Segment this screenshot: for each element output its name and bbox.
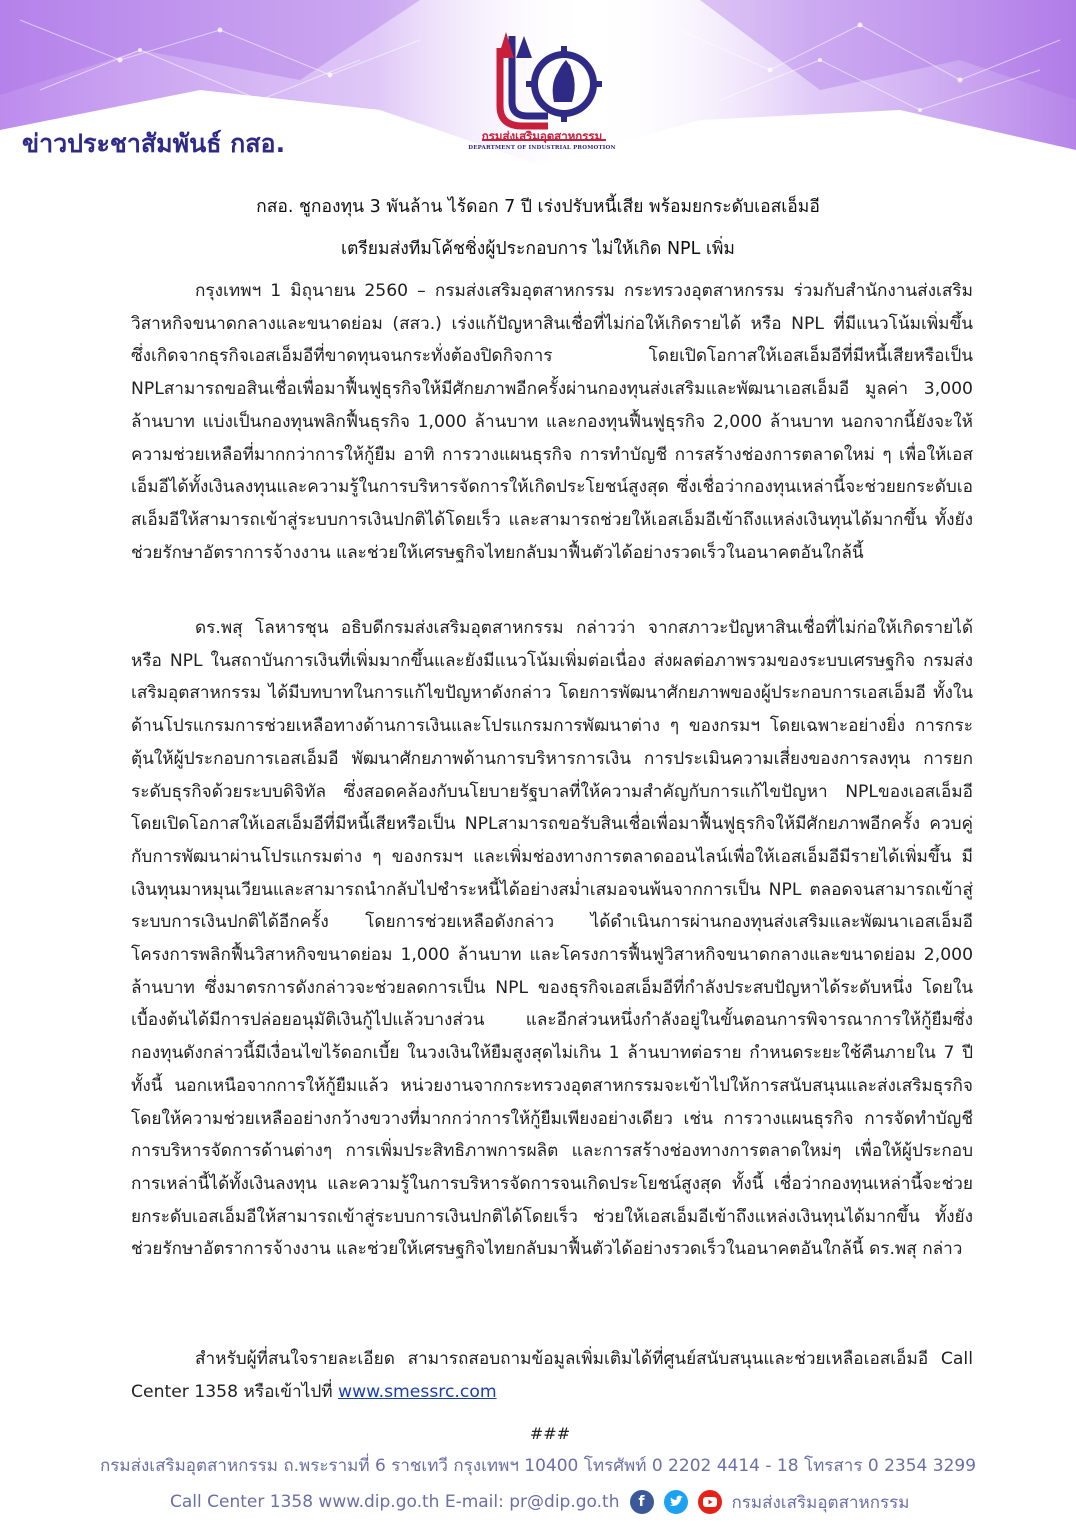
smessrc-link[interactable]: www.smessrc.com bbox=[338, 1381, 497, 1402]
paragraph-2-text: ดร.พสุ โลหารชุน อธิบดีกรมส่งเสริมอุตสาหกรรม กล่าวว่า จากสภาวะปัญหาสินเชื่อที่ไม่ก่อให้เกิดรายได้หรือ NPL ในสถาบันการเงินที่เพิ่มมากขึ้นและยังมีแนวโน้มเพิ่มต่อเนื่อง ส่งผลต่อภาพรวมของระบบเศรษฐกิจ กรมส่งเสริมอุตสาหกรรม ได้มีบทบาทในการแก้ไขปัญหาดังกล่าว โดยการพัฒนาศักยภาพของผู้ประกอบการเอสเอ็มอี ทั้งในด้านโปรแกรมการช่วยเหลือทางด้านการเงินและโปรแกรมการพัฒนาต่าง ๆ ของกรมฯ โดยเฉพาะอย่างยิ่ง การกระตุ้นให้ผู้ประกอบการเอสเอ็มอี พัฒนาศักยภาพด้านการบริหารการเงิน การประเมินความเสี่ยงของการลงทุน การยกระดับธุรกิจด้วยระบบดิจิทัล ซึ่งสอดคล้องกับนโยบายรัฐบาลที่ให้ความสำคัญกับการแก้ไขปัญหา NPLของเอสเอ็มอี โดยเปิดโอกาสให้เอสเอ็มอีที่มีหนี้เสียหรือเป็น NPLสามารถขอรับสินเชื่อเพื่อมาฟื้นฟูธุรกิจให้มีศักยภาพอีกครั้ง ควบคู่กับการพัฒนาผ่านโปรแกรมต่าง ๆ ของกรมฯ และเพิ่มช่องทางการตลาดออนไลน์เพื่อให้เอสเอ็มอีมีรายได้เพิ่มขึ้น มีเงินทุนมาหมุนเวียนและสามารถนำกลับไปชำระหนี้ได้อย่างสม่ำเสมอจนพ้นจากการเป็น NPL ตลอดจนสามารถเข้าสู่ระบบการเงินปกติได้อีกครั้ง โดยการช่วยเหลือดังกล่าว ได้ดำเนินการผ่านกองทุนส่งเสริมและพัฒนาเอสเอ็มอี โครงการพลิกฟื้นวิสาหกิจขนาดย่อม 1,000 ล้านบาท และโครงการฟื้นฟูวิสาหกิจขนาดกลางและขนาดย่อม 2,000 ล้านบาท ซึ่งมาตรการดังกล่าวจะช่วยลดการเป็น NPL ของธุรกิจเอสเอ็มอีที่กำลังประสบปัญหาได้ระดับหนึ่ง โดยในเบื้องต้นได้มีการปล่อยอนุมัติเงินกู้ไปแล้วบางส่วน และอีกส่วนหนึ่งกำลังอยู่ในขั้นตอนการพิจารณาการให้กู้ยืมซึ่งกองทุนดังกล่าวนี้มีเงื่อนไขไร้ดอกเบี้ย ในวงเงินให้ยืมสูงสุดไม่เกิน 1 ล้านบาทต่อราย กำหนดระยะใช้คืนภายใน 7 ปี ทั้งนี้ นอกเหนือจากการให้กู้ยืมแล้ว หน่วยงานจากกระทรวงอุตสาหกรรมจะเข้าไปให้การสนับสนุนและส่งเสริมธุรกิจ โดยให้ความช่วยเหลืออย่างกว้างขวางที่มากกว่าการให้กู้ยืมเพียงอย่างเดียว เช่น การวางแผนธุรกิจ การจัดทำบัญชี การบริหารจัดการด้านต่างๆ การเพิ่มประสิทธิภาพการผลิต และการสร้างช่องทางการตลาดใหม่ๆ เพื่อให้ผู้ประกอบการเหล่านี้ได้ทั้งเงินลงทุน และความรู้ในการบริหารจัดการจนเกิดประโยชน์สูงสุด ทั้งนี้ เชื่อว่ากองทุนเหล่านี้จะช่วยยกระดับเอสเอ็มอีให้สามารถเข้าสู่ระบบการเงินปกติได้โดยเร็ว ช่วยให้เอสเอ็มอีเข้าถึงแหล่งเงินทุนได้มากขึ้น ทั้งยังช่วยรักษาอัตราการจ้างงาน และช่วยให้เศรษฐกิจไทยกลับมาฟื้นตัวได้อย่างรวดเร็วในอนาคตอันใกล้นี้ ดร.พสุ กล่าว bbox=[131, 618, 973, 1260]
footer-address: กรมส่งเสริมอุตสาหกรรม ถ.พระรามที่ 6 ราชเทวี กรุงเทพฯ 10400 โทรศัพท์ 0 2202 4414 - 18 โทรสาร 0 2354 3299 bbox=[99, 1456, 977, 1476]
paragraph-1-text: กรุงเทพฯ 1 มิถุนายน 2560 – กรมส่งเสริมอุตสาหกรรม กระทรวงอุตสาหกรรม ร่วมกับสำนักงานส่งเสริมวิสาหกิจขนาดกลางและขนาดย่อม (สสว.) เร่งแก้ปัญหาสินเชื่อที่ไม่ก่อให้เกิดรายได้ หรือ NPL ที่มีแนวโน้มเพิ่มขึ้น ซึ่งเกิดจากธุรกิจเอสเอ็มอีที่ขาดทุนจนกระทั่งต้องปิดกิจการ โดยเปิดโอกาสให้เอสเอ็มอีที่มีหนี้เสียหรือเป็น NPLสามารถขอสินเชื่อเพื่อมาฟื้นฟูธุรกิจให้มีศักยภาพอีกครั้งผ่านกองทุนส่งเสริมและพัฒนาเอสเอ็มอี มูลค่า 3,000 ล้านบาท แบ่งเป็นกองทุนพลิกฟื้นธุรกิจ 1,000 ล้านบาท และกองทุนฟื้นฟูธุรกิจ 2,000 ล้านบาท นอกจากนี้ยังจะให้ความช่วยเหลือที่มากกว่าการให้กู้ยืม อาทิ การวางแผนธุรกิจ การทำบัญชี การสร้างช่องการตลาดใหม่ ๆ เพื่อให้เอสเอ็มอีได้ทั้งเงินลงทุนและความรู้ในการบริหารจัดการให้เกิดประโยชน์สูงสุด ซึ่งเชื่อว่ากองทุนเหล่านี้จะช่วยยกระดับเอสเอ็มอีให้สามารถเข้าสู่ระบบการเงินปกติได้โดยเร็ว และสามารถช่วยให้เอสเอ็มอีเข้าถึงแหล่งเงินทุนได้มากขึ้น ทั้งยังช่วยรักษาอัตราการจ้างงาน และช่วยให้เศรษฐกิจไทยกลับมาฟื้นตัวได้อย่างรวดเร็วในอนาคตอันใกล้นี้ bbox=[131, 281, 973, 563]
paragraph-3-text bbox=[131, 1343, 973, 1408]
twitter-icon[interactable] bbox=[664, 1490, 688, 1514]
paragraph-2 bbox=[131, 612, 973, 1266]
contact-text: สำหรับผู้ที่สนใจรายละเอียด สามารถสอบถามข้อมูลเพิ่มเติมได้ที่ศูนย์สนับสนุนและช่วยเหลือเอสเอ็มอี Call Center 1358 หรือเข้าไปที่ bbox=[131, 1349, 973, 1402]
logo-department-name-en: DEPARTMENT OF INDUSTRIAL PROMOTION bbox=[468, 145, 616, 151]
footer-contact bbox=[170, 1487, 909, 1517]
headline-line-1: กสอ. ชูกองทุน 3 พันล้าน ไร้ดอก 7 ปี เร่งปรับหนี้เสีย พร้อมยกระดับเอสเอ็มอี bbox=[256, 197, 820, 217]
footer-social-name: กรมส่งเสริมอุตสาหกรรม bbox=[731, 1492, 910, 1513]
facebook-icon[interactable]: f bbox=[630, 1490, 654, 1514]
paragraph-1 bbox=[131, 275, 973, 569]
paragraph-3 bbox=[131, 1343, 973, 1408]
press-release-title: ข่าวประชาสัมพันธ์ กสอ. bbox=[22, 129, 286, 158]
footer-contact-text: Call Center 1358 www.dip.go.th E-mail: pr@dip.go.th bbox=[170, 1492, 620, 1512]
youtube-icon[interactable] bbox=[698, 1490, 722, 1514]
headline-line-2: เตรียมส่งทีมโค้ชชิ่งผู้ประกอบการ ไม่ให้เกิด NPL เพิ่ม bbox=[341, 239, 735, 259]
logo-department-name-th: กรมส่งเสริมอุตสาหกรรม bbox=[481, 129, 603, 143]
end-mark: ### bbox=[529, 1424, 571, 1443]
